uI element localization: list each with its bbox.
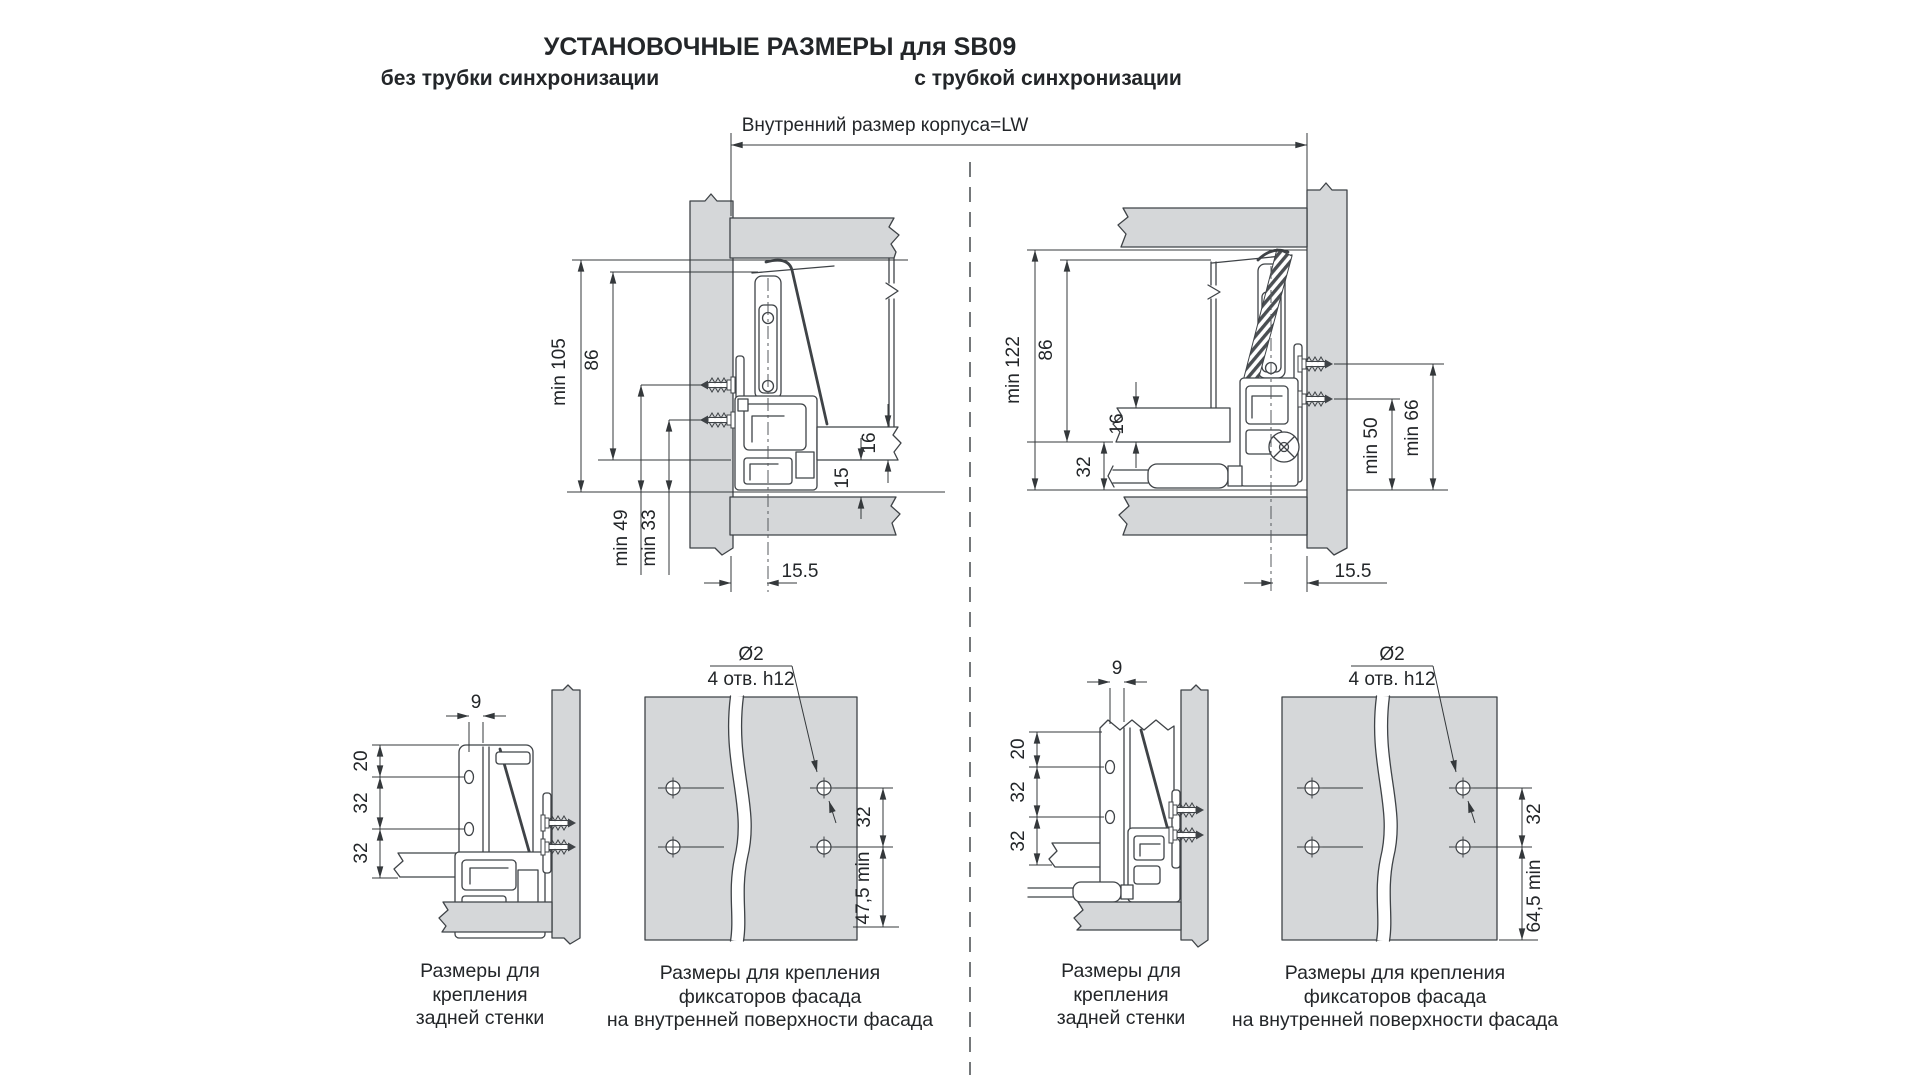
caption-rear-left bbox=[416, 960, 545, 1031]
subtitle-without-tube: без трубки синхронизации bbox=[380, 67, 660, 90]
dim-32-label-side: 32 bbox=[1074, 456, 1095, 478]
caption-line: задней стенки bbox=[415, 1007, 545, 1029]
caption-line: Размеры для bbox=[420, 960, 540, 982]
caption-line: Размеры для bbox=[1061, 960, 1181, 982]
dim-32-upper-label-left: 32 bbox=[351, 792, 372, 814]
dim-86-label-right: 86 bbox=[1036, 339, 1057, 361]
dim-20-label-right: 20 bbox=[1008, 738, 1029, 760]
page-title: УСТАНОВОЧНЫЕ РАЗМЕРЫ для SB09 bbox=[543, 33, 1017, 61]
caption-line: на внутренней поверхности фасада bbox=[1231, 1009, 1559, 1031]
rear-panel-view-with-tube bbox=[1008, 658, 1208, 947]
hole-diameter-callout-right: Ø2 bbox=[1379, 644, 1405, 665]
dim-32-hole-pitch-label-right: 32 bbox=[1524, 803, 1545, 825]
dim-32-lower-label-right: 32 bbox=[1008, 830, 1029, 852]
caption-line: фиксаторов фасада bbox=[678, 985, 862, 1008]
dim-min66-label: min 66 bbox=[1402, 399, 1423, 457]
caption-line: на внутренней поверхности фасада bbox=[606, 1009, 934, 1031]
rear-panel-view-without-tube bbox=[351, 685, 580, 944]
dim-9-label-right: 9 bbox=[1111, 658, 1123, 679]
caption-facade-left bbox=[607, 962, 933, 1033]
caption-line: Размеры для крепления bbox=[1284, 962, 1506, 984]
dim-min33-label: min 33 bbox=[639, 509, 660, 567]
caption-line: фиксаторов фасада bbox=[1303, 985, 1487, 1008]
cabinet-inner-width-label: Внутренний размер корпуса=LW bbox=[741, 115, 1029, 136]
dim-min49-label: min 49 bbox=[611, 509, 632, 567]
caption-line: крепления bbox=[432, 983, 528, 1006]
side-view-with-tube bbox=[1003, 183, 1448, 592]
caption-rear-right bbox=[1057, 960, 1186, 1031]
caption-line: задней стенки bbox=[1056, 1007, 1186, 1029]
caption-facade-right bbox=[1232, 962, 1558, 1033]
dim-15-5-label-left: 15.5 bbox=[781, 561, 819, 582]
hole-diameter-callout-left: Ø2 bbox=[738, 644, 764, 665]
dim-20-label-left: 20 bbox=[351, 750, 372, 772]
dim-min50-label: min 50 bbox=[1361, 417, 1382, 475]
dim-15-label: 15 bbox=[832, 467, 853, 489]
caption-line: крепления bbox=[1073, 983, 1169, 1006]
facade-view-without-tube bbox=[645, 644, 899, 941]
dim-16-label-left: 16 bbox=[859, 432, 880, 454]
dim-min122-label: min 122 bbox=[1003, 336, 1024, 404]
dim-47-5-min-label: 47,5 min bbox=[853, 851, 874, 925]
dim-32-hole-pitch-label-left: 32 bbox=[854, 806, 875, 828]
subtitle-with-tube: с трубкой синхронизации bbox=[914, 67, 1182, 90]
dim-64-5-min-label: 64,5 min bbox=[1524, 859, 1545, 933]
dim-86-label-left: 86 bbox=[582, 349, 603, 371]
dim-15-5-label-right: 15.5 bbox=[1334, 561, 1372, 582]
dim-min105-label: min 105 bbox=[549, 338, 570, 406]
hole-count-note-left: 4 отв. h12 bbox=[707, 669, 795, 690]
hole-count-note-right: 4 отв. h12 bbox=[1348, 669, 1436, 690]
caption-line: Размеры для крепления bbox=[659, 962, 881, 984]
dim-32-upper-label-right: 32 bbox=[1008, 781, 1029, 803]
dim-32-lower-label-left: 32 bbox=[351, 842, 372, 864]
dim-16-label-right: 16 bbox=[1107, 413, 1128, 435]
facade-view-with-tube bbox=[1282, 644, 1545, 941]
dim-9-label-left: 9 bbox=[470, 692, 482, 713]
